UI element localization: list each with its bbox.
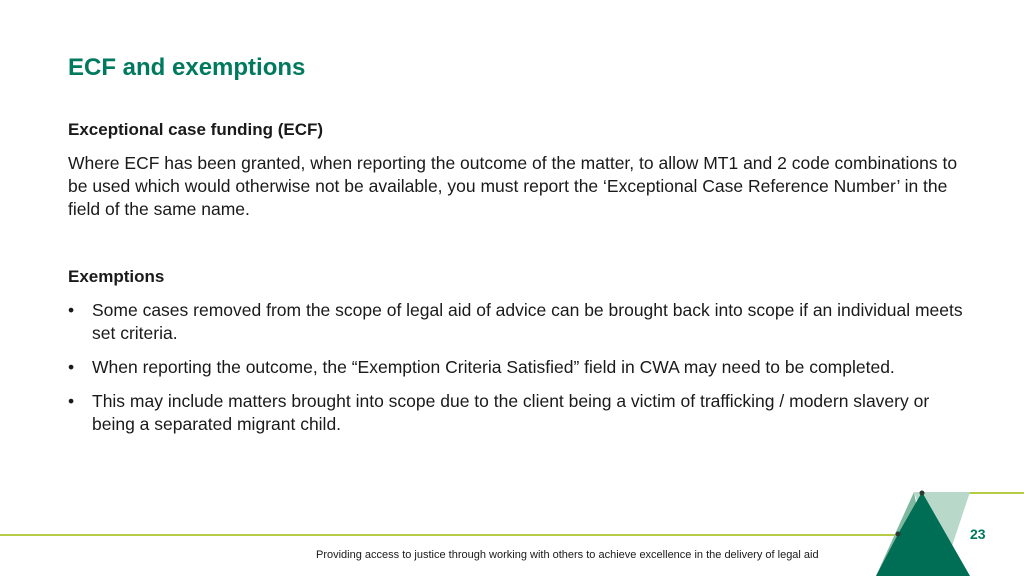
logo-dot-top <box>920 491 925 496</box>
slide-title: ECF and exemptions <box>68 54 306 81</box>
list-item-text: Some cases removed from the scope of legal aid of advice can be brought back into scope if an individual meets set criteria. <box>92 300 963 343</box>
list-item <box>68 390 968 436</box>
ecf-heading: Exceptional case funding (ECF) <box>68 120 324 139</box>
logo-dot-left <box>896 532 901 537</box>
list-item <box>68 356 968 379</box>
bullet-glyph: • <box>68 300 75 320</box>
exemptions-heading: Exemptions <box>68 267 165 286</box>
footer-tagline: Providing access to justice through working with others to achieve excellence in the delivery of legal aid <box>316 549 819 561</box>
ecf-body: Where ECF has been granted, when reporting the outcome of the matter, to allow MT1 and 2 code combinations to be used which would otherwise not be available, you must report the ‘Exceptional Case Reference Number’ in the field of the same name. <box>68 153 958 219</box>
bullet-glyph: • <box>68 391 75 411</box>
page-number: 23 <box>970 526 986 542</box>
bullet-glyph: • <box>68 357 75 377</box>
list-item-text: This may include matters brought into scope due to the client being a victim of trafficking / modern slavery or being a separated migrant child. <box>92 391 930 434</box>
footer-divider <box>0 534 905 536</box>
list-item <box>68 299 968 345</box>
list-item-text: When reporting the outcome, the “Exemption Criteria Satisfied” field in CWA may need to be completed. <box>92 357 895 377</box>
triangle-logo-icon <box>860 486 1024 576</box>
exemptions-list <box>68 299 968 447</box>
